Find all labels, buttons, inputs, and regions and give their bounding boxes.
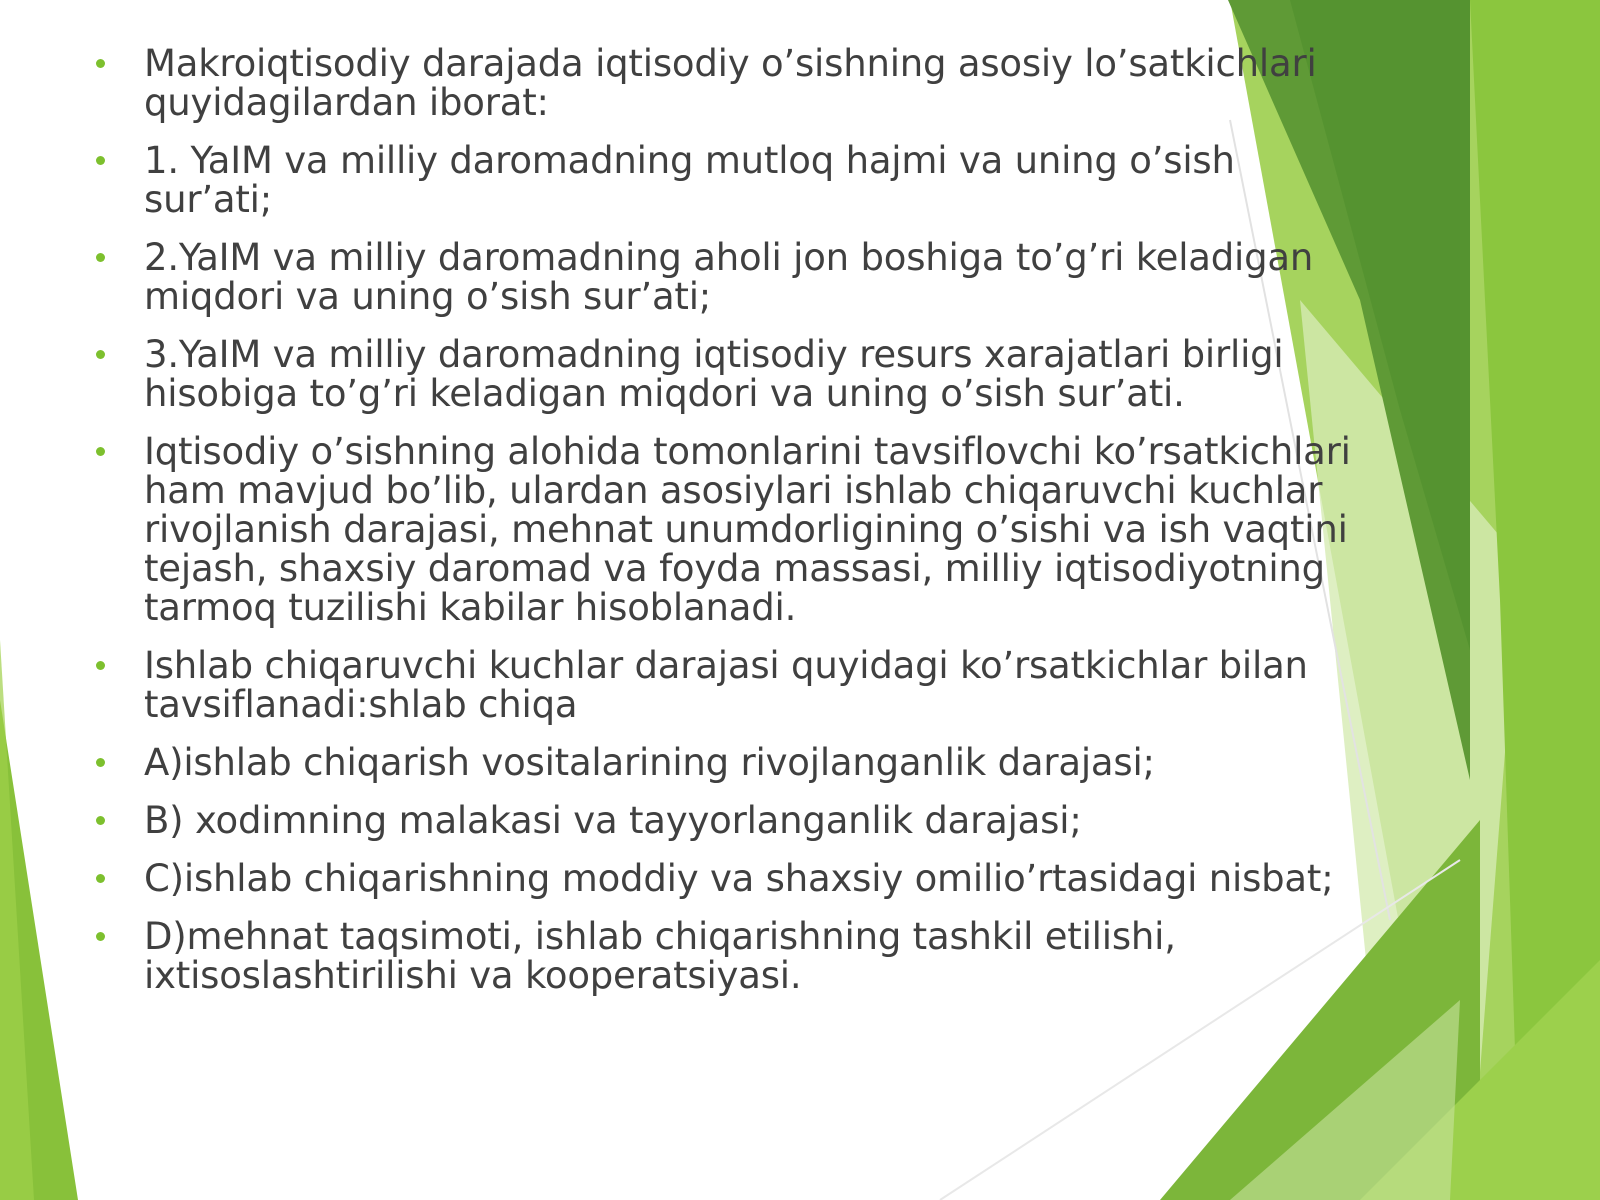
bullet-item [96, 44, 1366, 122]
bullet-text: A)ishlab chiqarish vositalarining rivojlanganlik darajasi; [144, 741, 1155, 784]
bullet-text: B) xodimning malakasi va tayyorlanganlik darajasi; [144, 799, 1082, 842]
bullet-item [96, 432, 1366, 627]
bullet-list [96, 44, 1366, 995]
bullet-item [96, 743, 1366, 782]
bullet-dot-icon [96, 59, 105, 68]
bullet-text: Iqtisodiy o’sishning alohida tomonlarini tavsiflovchi ko’rsatkichlari ham mavjud bo’lib, ulardan asosiylari ishlab chiqaruvchi kuchlar rivojlanish darajasi, mehnat unumdorligining o’sishi va ish vaqtini tejash, shaxsiy daromad va foyda massasi, milliy iqtisodiyotning tarmoq tuzilishi kabilar hisoblanadi. [144, 430, 1351, 629]
bullet-item [96, 917, 1366, 995]
bullet-text: 1. YaIM va milliy daromadning mutloq hajmi va uning o’sish sur’ati; [144, 139, 1235, 221]
bullet-item [96, 646, 1366, 724]
bullet-text: Ishlab chiqaruvchi kuchlar darajasi quyidagi ko’rsatkichlar bilan tavsiflanadi:shlab chiqa [144, 644, 1308, 726]
bullet-dot-icon [96, 253, 105, 262]
bullet-dot-icon [96, 447, 105, 456]
bullet-text: D)mehnat taqsimoti, ishlab chiqarishning tashkil etilishi, ixtisoslashtirilishi va kooperatsiyasi. [144, 915, 1176, 997]
bullet-text: Makroiqtisodiy darajada iqtisodiy o’sishning asosiy lo’satkichlari quyidagilardan iborat: [144, 42, 1317, 124]
bullet-dot-icon [96, 816, 105, 825]
bullet-text: C)ishlab chiqarishning moddiy va shaxsiy omilio’rtasidagi nisbat; [144, 857, 1334, 900]
bullet-item [96, 801, 1366, 840]
bullet-item [96, 238, 1366, 316]
bullet-item [96, 335, 1366, 413]
bullet-dot-icon [96, 156, 105, 165]
bullet-dot-icon [96, 350, 105, 359]
bullet-text: 2.YaIM va milliy daromadning aholi jon boshiga to’g’ri keladigan miqdori va uning o’sish sur’ati; [144, 236, 1314, 318]
bullet-text: 3.YaIM va milliy daromadning iqtisodiy resurs xarajatlari birligi hisobiga to’g’ri keladigan miqdori va uning o’sish sur’ati. [144, 333, 1284, 415]
bullet-dot-icon [96, 932, 105, 941]
bullet-dot-icon [96, 661, 105, 670]
bullet-dot-icon [96, 874, 105, 883]
bullet-dot-icon [96, 758, 105, 767]
slide-content [96, 44, 1366, 1014]
bullet-item [96, 859, 1366, 898]
bullet-item [96, 141, 1366, 219]
